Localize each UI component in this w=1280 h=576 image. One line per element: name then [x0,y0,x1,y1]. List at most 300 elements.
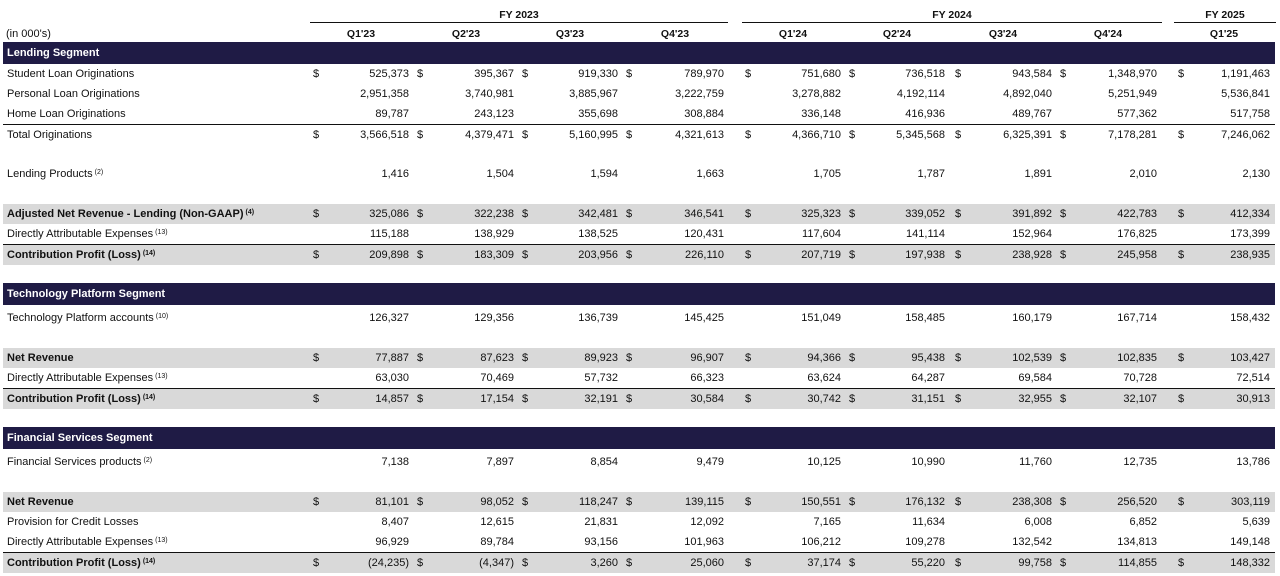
table-cell: 183,309 [474,249,514,261]
currency-symbol: $ [313,129,320,141]
table-cell: 72,514 [1236,372,1270,384]
table-cell: 416,936 [905,108,945,120]
table-cell: 102,539 [1012,352,1052,364]
table-cell: 114,855 [1118,557,1157,569]
currency-symbol: $ [522,129,529,141]
currency-symbol: $ [955,68,962,80]
table-cell: 322,238 [474,208,514,220]
row-label [7,64,134,84]
currency-symbol: $ [626,393,633,405]
row-label-text: Technology Platform accounts [7,312,154,324]
currency-symbol: $ [1060,352,1067,364]
currency-symbol: $ [313,393,320,405]
currency-symbol: $ [626,249,633,261]
quarter-header: Q4'24 [1093,28,1123,40]
row-label-text: Total Originations [7,129,92,141]
table-cell: 98,052 [480,496,514,508]
currency-symbol: $ [313,557,320,569]
table-cell: 32,955 [1018,393,1052,405]
table-cell: 3,222,759 [675,88,724,100]
footnote-ref: (13) [155,229,168,236]
currency-symbol: $ [417,557,424,569]
table-cell: 69,584 [1018,372,1052,384]
table-cell: 30,913 [1236,393,1270,405]
table-cell: 3,260 [590,557,618,569]
table-cell: 751,680 [801,68,841,80]
table-cell: 149,148 [1230,536,1270,548]
segment-header: Financial Services Segment [3,427,1275,449]
table-cell: 4,892,040 [1003,88,1052,100]
table-cell: 5,251,949 [1108,88,1157,100]
table-cell: 4,379,471 [465,129,514,141]
table-cell: 4,366,710 [792,129,841,141]
row-label-text: Contribution Profit (Loss) [7,249,141,261]
table-cell: 2,951,358 [360,88,409,100]
table-cell: 525,373 [369,68,409,80]
table-cell: 141,114 [906,228,945,240]
currency-symbol: $ [745,129,752,141]
table-cell: 138,525 [578,228,618,240]
table-cell: 37,174 [807,557,841,569]
table-cell: 167,714 [1117,312,1157,324]
table-cell: 422,783 [1117,208,1157,220]
row-label-text: Contribution Profit (Loss) [7,557,141,569]
table-cell: 943,584 [1012,68,1052,80]
table-row [3,308,1275,328]
table-cell: 10,990 [911,456,945,468]
table-cell: 32,107 [1123,393,1157,405]
currency-symbol: $ [955,496,962,508]
table-cell: 63,030 [375,372,409,384]
table-cell: 14,857 [375,393,409,405]
table-cell: 336,148 [801,108,841,120]
currency-symbol: $ [849,557,856,569]
table-cell: 1,348,970 [1108,68,1157,80]
table-cell: 158,485 [905,312,945,324]
table-cell: 3,885,967 [569,88,618,100]
footnote-ref: (14) [142,394,156,401]
table-cell: 325,323 [801,208,841,220]
table-row [3,124,1275,145]
currency-symbol: $ [417,496,424,508]
currency-symbol: $ [1178,68,1185,80]
table-cell: 158,432 [1230,312,1270,324]
table-row [3,104,1275,124]
table-cell: 12,615 [480,516,514,528]
table-row [3,204,1275,224]
table-cell: 63,624 [807,372,841,384]
currency-symbol: $ [417,129,424,141]
table-cell: 5,345,568 [896,129,945,141]
table-cell: 3,566,518 [360,129,409,141]
row-label [7,104,126,124]
row-label [7,553,155,573]
currency-symbol: $ [849,249,856,261]
table-cell: 6,325,391 [1003,129,1052,141]
table-cell: 118,247 [579,496,618,508]
currency-symbol: $ [849,393,856,405]
currency-symbol: $ [626,496,633,508]
footnote-ref: (13) [155,373,168,380]
table-cell: 412,334 [1230,208,1270,220]
table-cell: 8,407 [381,516,409,528]
table-cell: 1,663 [696,168,724,180]
currency-symbol: $ [626,557,633,569]
row-label-text: Home Loan Originations [7,108,126,120]
currency-symbol: $ [417,249,424,261]
quarter-header: Q2'23 [451,28,481,40]
segment-header: Technology Platform Segment [3,283,1275,305]
table-cell: 57,732 [584,372,618,384]
table-cell: 919,330 [578,68,618,80]
currency-symbol: $ [417,208,424,220]
row-label [7,245,155,265]
currency-symbol: $ [745,393,752,405]
table-cell: 736,518 [905,68,945,80]
row-label [7,532,168,552]
currency-symbol: $ [1178,393,1185,405]
currency-symbol: $ [1060,208,1067,220]
table-cell: 136,739 [578,312,618,324]
table-cell: 238,308 [1012,496,1052,508]
table-cell: 3,740,981 [465,88,514,100]
currency-symbol: $ [745,352,752,364]
table-cell: 30,742 [807,393,841,405]
table-row [3,84,1275,104]
currency-symbol: $ [1060,557,1067,569]
table-cell: 70,728 [1123,372,1157,384]
table-cell: 7,178,281 [1108,129,1157,141]
row-label [7,368,168,388]
quarter-header: Q3'24 [988,28,1018,40]
table-cell: 256,520 [1117,496,1157,508]
table-cell: 94,366 [807,352,841,364]
currency-symbol: $ [955,557,962,569]
table-cell: 115,188 [370,228,409,240]
table-cell: 2,010 [1129,168,1157,180]
row-label [7,84,140,104]
table-cell: 151,049 [801,312,841,324]
table-cell: 391,892 [1012,208,1052,220]
fy2023-header: FY 2023 [310,8,728,23]
table-cell: 1,594 [590,168,618,180]
table-cell: 243,123 [474,108,514,120]
table-cell: 89,923 [584,352,618,364]
table-row [3,512,1275,532]
table-cell: 8,854 [590,456,618,468]
table-cell: 138,929 [474,228,514,240]
currency-symbol: $ [745,557,752,569]
table-cell: 129,356 [474,312,514,324]
row-label [7,204,254,224]
table-cell: 346,541 [684,208,724,220]
table-cell: 117,604 [802,228,841,240]
currency-symbol: $ [313,352,320,364]
table-cell: 89,784 [480,536,514,548]
currency-symbol: $ [313,496,320,508]
table-cell: 6,008 [1024,516,1052,528]
currency-symbol: $ [1178,129,1185,141]
table-cell: 489,767 [1012,108,1052,120]
table-cell: 238,935 [1230,249,1270,261]
table-cell: 77,887 [375,352,409,364]
table-cell: 126,327 [369,312,409,324]
currency-symbol: $ [417,68,424,80]
footnote-ref: (13) [155,537,168,544]
table-cell: 395,367 [474,68,514,80]
currency-symbol: $ [745,68,752,80]
table-cell: (4,347) [479,557,514,569]
table-cell: 31,151 [911,393,945,405]
fy2024-header: FY 2024 [742,8,1162,23]
table-cell: 1,416 [381,168,409,180]
table-cell: 517,758 [1230,108,1270,120]
table-cell: 96,907 [690,352,724,364]
table-row [3,532,1275,552]
quarter-header: Q1'25 [1209,28,1239,40]
table-cell: 55,220 [911,557,945,569]
table-cell: 134,813 [1117,536,1157,548]
table-row [3,452,1275,472]
table-cell: 21,831 [584,516,618,528]
table-cell: 355,698 [578,108,618,120]
currency-symbol: $ [626,352,633,364]
row-label [7,492,74,512]
table-cell: 25,060 [690,557,724,569]
table-cell: 1,191,463 [1221,68,1270,80]
quarter-header: Q1'24 [778,28,808,40]
units-label: (in 000's) [6,28,51,40]
table-cell: 173,399 [1230,228,1270,240]
table-cell: 132,542 [1012,536,1052,548]
table-cell: 10,125 [807,456,841,468]
table-cell: 207,719 [801,249,841,261]
table-cell: 7,138 [381,456,409,468]
currency-symbol: $ [955,393,962,405]
table-cell: 17,154 [480,393,514,405]
table-row [3,64,1275,84]
table-cell: 5,160,995 [569,129,618,141]
row-label-text: Contribution Profit (Loss) [7,393,141,405]
table-cell: 150,551 [801,496,841,508]
currency-symbol: $ [1060,129,1067,141]
table-cell: 339,052 [905,208,945,220]
table-cell: 245,958 [1117,249,1157,261]
table-cell: 13,786 [1236,456,1270,468]
table-cell: 95,438 [911,352,945,364]
table-cell: 89,787 [375,108,409,120]
currency-symbol: $ [626,68,633,80]
currency-symbol: $ [522,68,529,80]
currency-symbol: $ [313,249,320,261]
currency-symbol: $ [522,393,529,405]
footnote-ref: (2) [94,169,104,176]
table-cell: 160,179 [1012,312,1052,324]
currency-symbol: $ [522,208,529,220]
currency-symbol: $ [745,496,752,508]
table-cell: 106,212 [801,536,841,548]
currency-symbol: $ [849,352,856,364]
row-label [7,389,155,409]
table-row [3,552,1275,573]
table-cell: 102,835 [1117,352,1157,364]
quarter-header: Q3'23 [555,28,585,40]
table-cell: 120,431 [684,228,724,240]
table-cell: 303,119 [1231,496,1270,508]
currency-symbol: $ [417,352,424,364]
table-cell: 176,132 [905,496,945,508]
table-cell: 11,760 [1019,456,1052,468]
row-label-text: Provision for Credit Losses [7,516,139,528]
row-label-text: Lending Products [7,168,93,180]
table-cell: 139,115 [685,496,724,508]
row-label [7,164,103,184]
table-row [3,348,1275,368]
table-cell: 145,425 [684,312,724,324]
currency-symbol: $ [849,68,856,80]
table-cell: 152,964 [1012,228,1052,240]
currency-symbol: $ [313,208,320,220]
table-cell: 238,928 [1012,249,1052,261]
table-cell: 325,086 [369,208,409,220]
row-label [7,308,168,328]
table-cell: 32,191 [584,393,618,405]
table-cell: 11,634 [912,516,945,528]
row-label [7,452,152,472]
currency-symbol: $ [745,249,752,261]
currency-symbol: $ [417,393,424,405]
table-cell: 4,192,114 [896,88,945,100]
table-cell: 789,970 [684,68,724,80]
currency-symbol: $ [849,496,856,508]
table-cell: 3,278,882 [792,88,841,100]
table-cell: 103,427 [1230,352,1270,364]
currency-symbol: $ [849,208,856,220]
table-cell: (24,235) [368,557,409,569]
table-cell: 197,938 [905,249,945,261]
row-label-text: Student Loan Originations [7,68,135,80]
table-cell: 9,479 [696,456,724,468]
currency-symbol: $ [626,208,633,220]
currency-symbol: $ [1060,249,1067,261]
quarter-header: Q4'23 [660,28,690,40]
table-row [3,388,1275,409]
table-cell: 93,156 [584,536,618,548]
currency-symbol: $ [522,249,529,261]
currency-symbol: $ [313,68,320,80]
quarter-header: Q1'23 [346,28,376,40]
currency-symbol: $ [522,352,529,364]
table-cell: 101,963 [684,536,724,548]
table-cell: 109,278 [905,536,945,548]
table-row [3,368,1275,388]
table-cell: 209,898 [369,249,409,261]
row-label-text: Adjusted Net Revenue - Lending (Non-GAAP) [7,208,244,220]
table-cell: 96,929 [375,536,409,548]
table-cell: 176,825 [1117,228,1157,240]
table-cell: 2,130 [1242,168,1270,180]
footnote-ref: (14) [142,250,156,257]
table-cell: 226,110 [685,249,724,261]
table-cell: 87,623 [480,352,514,364]
table-cell: 70,469 [480,372,514,384]
footnote-ref: (14) [142,558,156,565]
table-cell: 1,787 [917,168,945,180]
currency-symbol: $ [1178,249,1185,261]
table-cell: 7,165 [813,516,841,528]
footnote-ref: (2) [143,457,153,464]
table-cell: 7,246,062 [1221,129,1270,141]
row-label-text: Net Revenue [7,352,74,364]
table-row [3,224,1275,244]
table-cell: 308,884 [684,108,724,120]
fy2025-header: FY 2025 [1174,8,1276,23]
currency-symbol: $ [1060,496,1067,508]
table-cell: 1,705 [813,168,841,180]
currency-symbol: $ [955,129,962,141]
table-cell: 99,758 [1018,557,1052,569]
currency-symbol: $ [849,129,856,141]
table-cell: 203,956 [578,249,618,261]
currency-symbol: $ [1178,496,1185,508]
row-label-text: Directly Attributable Expenses [7,372,154,384]
currency-symbol: $ [1060,393,1067,405]
segment-header: Lending Segment [3,42,1275,64]
currency-symbol: $ [955,208,962,220]
table-cell: 4,321,613 [675,129,724,141]
table-cell: 5,639 [1242,516,1270,528]
currency-symbol: $ [1178,557,1185,569]
row-label-text: Directly Attributable Expenses [7,228,154,240]
table-cell: 81,101 [375,496,409,508]
currency-symbol: $ [955,249,962,261]
currency-symbol: $ [626,129,633,141]
table-row [3,492,1275,512]
row-label-text: Financial Services products [7,456,142,468]
row-label [7,224,168,244]
row-label-text: Directly Attributable Expenses [7,536,154,548]
table-cell: 7,897 [486,456,514,468]
table-cell: 148,332 [1230,557,1270,569]
footnote-ref: (10) [155,313,169,320]
table-cell: 5,536,841 [1221,88,1270,100]
row-label-text: Net Revenue [7,496,74,508]
currency-symbol: $ [1060,68,1067,80]
quarter-header: Q2'24 [882,28,912,40]
table-cell: 30,584 [690,393,724,405]
table-cell: 64,287 [911,372,945,384]
currency-symbol: $ [745,208,752,220]
table-row [3,164,1275,184]
table-cell: 1,504 [486,168,514,180]
currency-symbol: $ [522,557,529,569]
row-label-text: Personal Loan Originations [7,88,140,100]
table-cell: 577,362 [1117,108,1157,120]
table-cell: 6,852 [1129,516,1157,528]
table-cell: 12,735 [1123,456,1157,468]
table-cell: 342,481 [578,208,618,220]
currency-symbol: $ [522,496,529,508]
currency-symbol: $ [955,352,962,364]
currency-symbol: $ [1178,208,1185,220]
table-cell: 1,891 [1024,168,1052,180]
row-label [7,125,92,145]
table-cell: 12,092 [690,516,724,528]
table-cell: 66,323 [690,372,724,384]
table-row [3,244,1275,265]
footnote-ref: (4) [245,209,255,216]
currency-symbol: $ [1178,352,1185,364]
